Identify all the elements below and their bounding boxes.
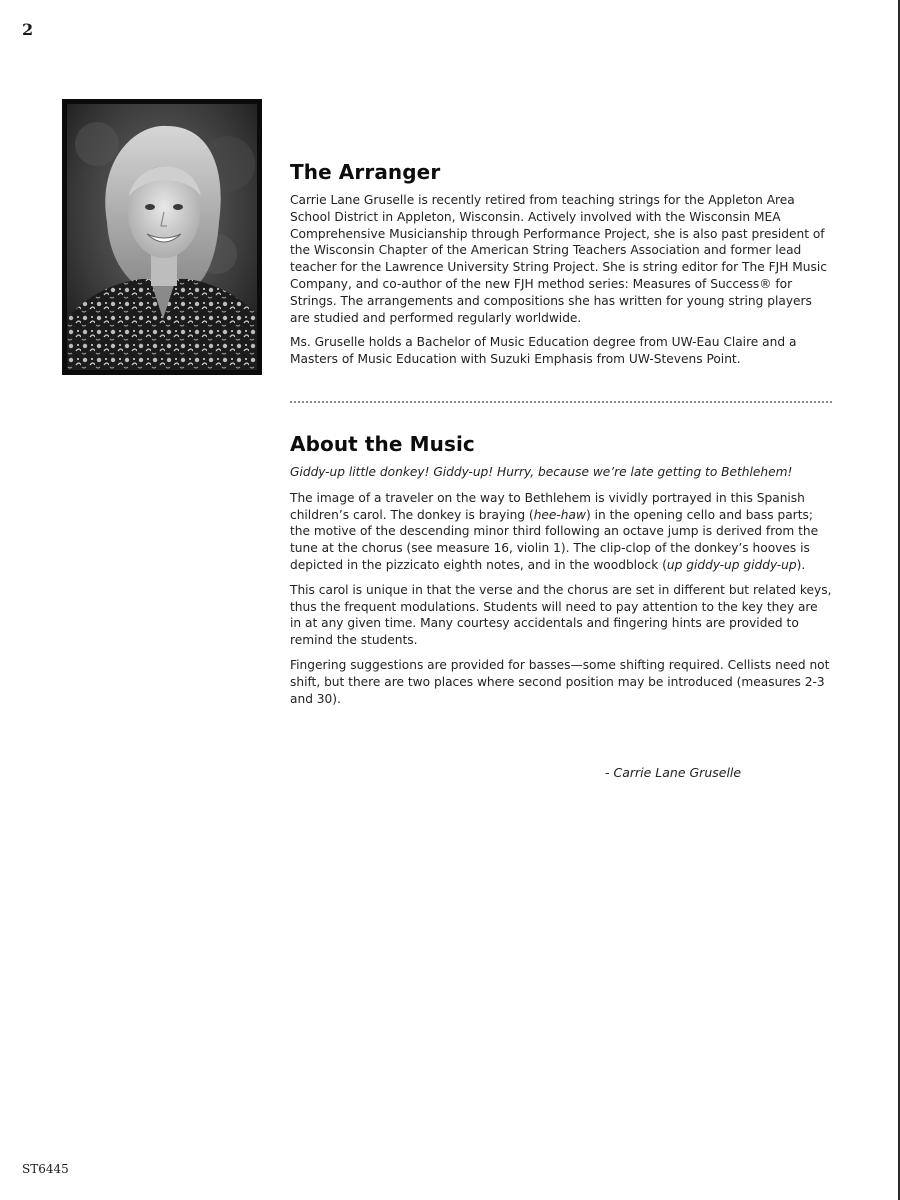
music-p1-giddy-up: up giddy-up giddy-up [666, 557, 797, 572]
music-paragraph-3: Fingering suggestions are provided for basses—some shifting required. Cellists need not shift, but there are two places where second position may be introduced (measures 2-3 and 30). [290, 657, 830, 706]
about-music-heading: About the Music [290, 432, 475, 456]
arranger-heading: The Arranger [290, 160, 441, 184]
music-tagline: Giddy-up little donkey! Giddy-up! Hurry, because we’re late getting to Bethlehem! [290, 465, 793, 479]
catalog-code: ST6445 [22, 1162, 69, 1176]
arranger-portrait-photo [62, 99, 262, 375]
music-p1-text-e: ). [796, 557, 806, 572]
music-p1-text-c: ) in the opening cello and bass parts; the motive of the descending minor third following an octave jump is derived from the tune at the chorus (see measure 16, violin 1). The clip-clop of the donkey’s hooves is depicted in the pizzicato eighth notes, and in the woodblock ( [290, 507, 819, 572]
section-divider [290, 401, 832, 403]
author-signature: - Carrie Lane Gruselle [605, 765, 742, 780]
arranger-education-paragraph: Ms. Gruselle holds a Bachelor of Music Education degree from UW-Eau Claire and a Masters of Music Education with Suzuki Emphasis from UW-Stevens Point. [290, 335, 797, 367]
music-paragraph-1 [290, 490, 832, 574]
music-p1-text-a: The image of a traveler on the way to Bethlehem is vividly portrayed in this Spanish children’s carol. The donkey is braying ( [290, 490, 805, 522]
arranger-section [290, 160, 832, 376]
portrait-image [67, 104, 257, 370]
music-p1-hee-haw: hee-haw [533, 507, 586, 522]
page-number: 2 [22, 20, 34, 39]
music-paragraph-2: This carol is unique in that the verse and the chorus are set in different but related keys, thus the frequent modulations. Students will need to pay attention to the key they are in at any given time. Many courtesy accidentals and fingering hints are provided to remind the students. [290, 582, 832, 648]
arranger-bio-paragraph: Carrie Lane Gruselle is recently retired from teaching strings for the Appleton Area School District in Appleton, Wisconsin. Actively involved with the Wisconsin MEA Comprehensive Musicianship through Performance Project, she is also past president of the Wisconsin Chapter of the American String Teachers Association and former lead teacher for the Lawrence University String Project. She is string editor for The FJH Music Company, and co-author of the new FJH method series: Measures of Success® for Strings. The arrangements and compositions she has written for young string players are studied and performed regularly worldwide. [290, 193, 827, 325]
about-music-section [290, 432, 832, 715]
